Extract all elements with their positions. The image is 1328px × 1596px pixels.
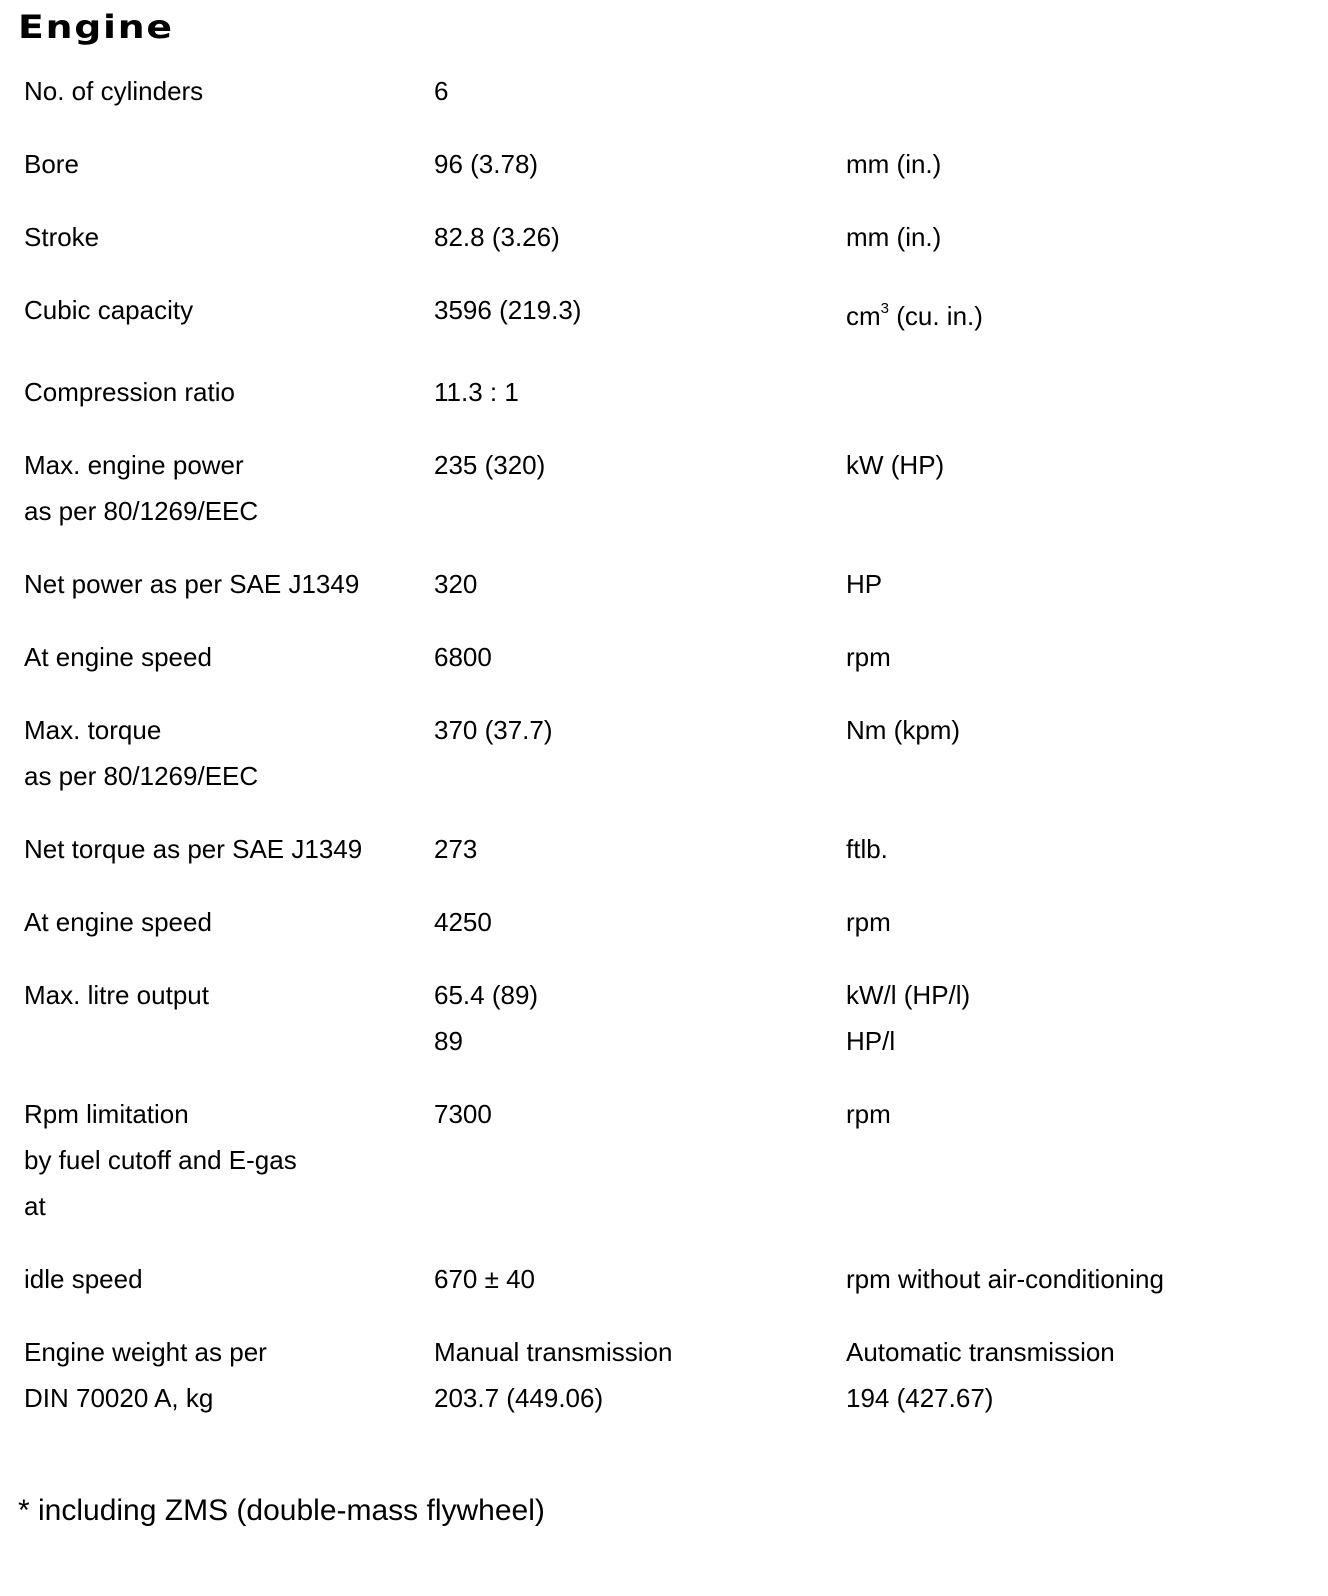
- spec-row-litre-output: [24, 972, 1314, 1091]
- spec-label: Net power as per SAE J1349: [24, 569, 360, 599]
- spec-row-engine-weight: [24, 1329, 1314, 1448]
- spec-label: Compression ratio: [24, 377, 235, 407]
- spec-unit: ftlb.: [846, 834, 888, 864]
- spec-unit: kW (HP): [846, 450, 945, 480]
- spec-label: No. of cylinders: [24, 76, 204, 106]
- spec-row-torque-engine-speed: [24, 899, 1314, 972]
- spec-unit: [846, 68, 1314, 114]
- spec-label: Stroke: [24, 222, 100, 252]
- spec-row-max-torque: [24, 707, 1314, 826]
- spec-unit: Automatic transmission 194 (427.67): [846, 1337, 1115, 1413]
- spec-label: At engine speed: [24, 642, 212, 672]
- spec-label: Rpm limitation by fuel cutoff and E-gas at: [24, 1099, 297, 1221]
- spec-value: 320: [434, 569, 478, 599]
- spec-unit: rpm without air-conditioning: [846, 1264, 1164, 1294]
- spec-value: 7300: [434, 1099, 492, 1129]
- spec-label: Max. engine power as per 80/1269/EEC: [24, 450, 259, 526]
- engine-spec-table: [24, 68, 1314, 1448]
- spec-row-cubic-capacity: [24, 287, 1314, 369]
- spec-value: 6800: [434, 642, 492, 672]
- spec-value: 82.8 (3.26): [434, 222, 560, 252]
- spec-value: 11.3 : 1: [434, 377, 519, 407]
- spec-row-power-engine-speed: [24, 634, 1314, 707]
- spec-row-bore: [24, 141, 1314, 214]
- spec-unit: mm (in.): [846, 149, 942, 179]
- spec-value: 670 ± 40: [434, 1264, 536, 1294]
- spec-row-rpm-limitation: [24, 1091, 1314, 1256]
- spec-row-net-power: [24, 561, 1314, 634]
- spec-label: Max. torque as per 80/1269/EEC: [24, 715, 259, 791]
- spec-unit: Nm (kpm): [846, 715, 961, 745]
- spec-value: Manual transmission 203.7 (449.06): [434, 1337, 673, 1413]
- spec-label: Engine weight as per DIN 70020 A, kg: [24, 1337, 267, 1413]
- section-title: Engine: [18, 8, 174, 46]
- spec-value: 273: [434, 834, 478, 864]
- spec-value: 96 (3.78): [434, 149, 539, 179]
- spec-unit: HP: [846, 569, 883, 599]
- footnote: * including ZMS (double-mass flywheel): [18, 1494, 545, 1527]
- spec-label: Max. litre output: [24, 980, 209, 1010]
- spec-value: 65.4 (89) 89: [434, 980, 539, 1056]
- spec-row-stroke: [24, 214, 1314, 287]
- spec-label: Cubic capacity: [24, 295, 194, 325]
- spec-unit: kW/l (HP/l) HP/l: [846, 980, 971, 1056]
- spec-row-cylinders: [24, 68, 1314, 141]
- spec-label: idle speed: [24, 1264, 143, 1294]
- spec-row-max-engine-power: [24, 442, 1314, 561]
- spec-row-net-torque: [24, 826, 1314, 899]
- spec-value: 4250: [434, 907, 492, 937]
- spec-row-compression-ratio: [24, 369, 1314, 442]
- spec-unit: [846, 369, 1314, 415]
- spec-value: 6: [434, 76, 449, 106]
- spec-unit: mm (in.): [846, 222, 942, 252]
- spec-row-idle-speed: [24, 1256, 1314, 1329]
- spec-label: Bore: [24, 149, 79, 179]
- spec-value: 235 (320): [434, 450, 546, 480]
- spec-unit: $cm^3$ (cu. in.): [846, 300, 983, 331]
- spec-label: At engine speed: [24, 907, 212, 937]
- spec-unit: rpm: [846, 1099, 891, 1129]
- spec-unit: rpm: [846, 642, 891, 672]
- spec-label: Net torque as per SAE J1349: [24, 834, 363, 864]
- spec-unit: rpm: [846, 907, 891, 937]
- spec-value: 3596 (219.3): [434, 295, 582, 325]
- spec-value: 370 (37.7): [434, 715, 553, 745]
